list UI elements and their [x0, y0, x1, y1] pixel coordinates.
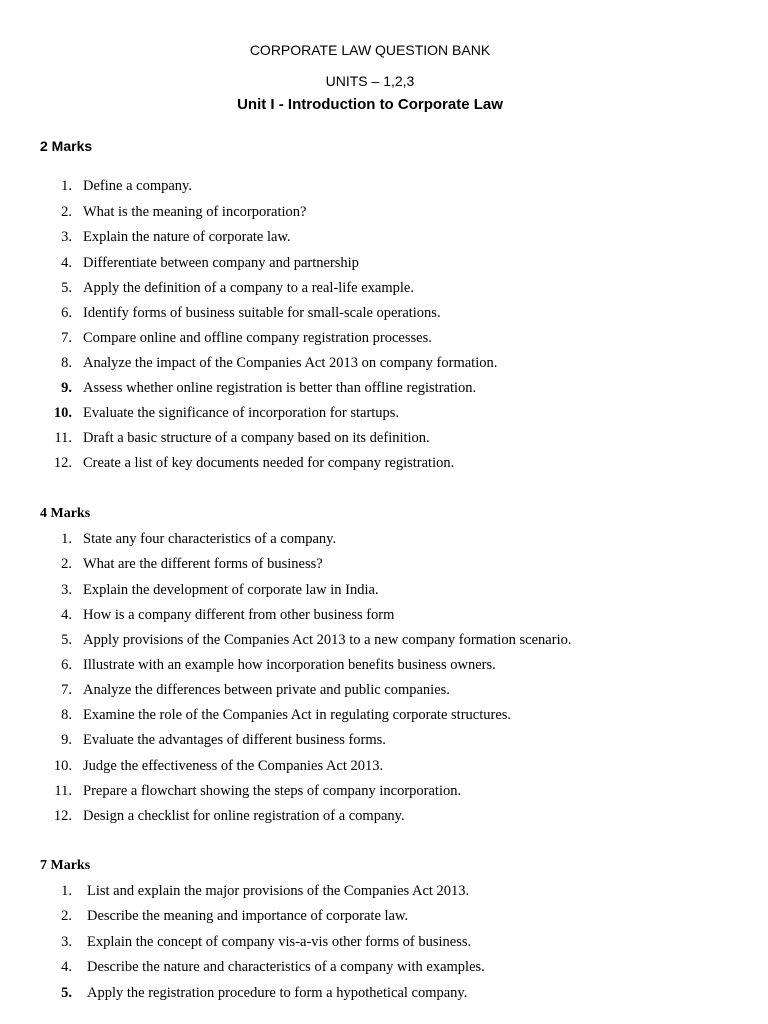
question-item: [0, 959, 740, 979]
question-text: Explain the concept of company vis-a-vis other forms of business.: [87, 934, 472, 950]
question-text: Analyze the impact of the Companies Act 2013 on company formation.: [83, 355, 498, 371]
question-text: Apply provisions of the Companies Act 2013 to a new company formation scenario.: [83, 632, 572, 648]
question-text: Explain the nature of corporate law.: [83, 229, 291, 245]
section-heading-4-marks: 4 Marks: [40, 506, 91, 521]
question-item: [0, 607, 740, 627]
question-text: Assess whether online registration is better than offline registration.: [83, 380, 477, 396]
question-number: 8.: [61, 707, 72, 723]
question-number: 7.: [61, 682, 72, 698]
question-text: What is the meaning of incorporation?: [83, 204, 307, 220]
question-text: Compare online and offline company registration processes.: [83, 330, 432, 346]
question-text: Analyze the differences between private and public companies.: [83, 682, 450, 698]
document-title: CORPORATE LAW QUESTION BANK: [249, 42, 491, 58]
question-item: [0, 883, 740, 903]
question-number: 5.: [61, 280, 72, 296]
question-item: [0, 556, 740, 576]
question-number: 1.: [61, 883, 72, 899]
question-text: What are the different forms of business?: [83, 556, 323, 572]
question-text: Draft a basic structure of a company based on its definition.: [83, 430, 430, 446]
question-number: 12.: [53, 808, 72, 824]
question-number: 3.: [61, 229, 72, 245]
question-number: 2.: [61, 908, 72, 924]
question-text: Explain the development of corporate law in India.: [83, 582, 379, 598]
question-item: [0, 204, 740, 224]
question-number: 5.: [61, 985, 72, 1001]
question-text: Describe the meaning and importance of corporate law.: [87, 908, 409, 924]
question-text: Define a company.: [83, 178, 192, 194]
question-number: 7.: [61, 330, 72, 346]
question-text: Prepare a flowchart showing the steps of company incorporation.: [83, 783, 462, 799]
question-text: Evaluate the advantages of different business forms.: [83, 732, 386, 748]
question-number: 4.: [61, 607, 72, 623]
question-item: [0, 732, 740, 752]
question-item: [0, 330, 740, 350]
question-text: Identify forms of business suitable for small-scale operations.: [83, 305, 441, 321]
units-line: UNITS – 1,2,3: [325, 73, 415, 89]
question-number: 8.: [61, 355, 72, 371]
question-item: [0, 355, 740, 375]
question-number: 12.: [53, 455, 72, 471]
question-number: 1.: [61, 531, 72, 547]
question-item: [0, 758, 740, 778]
question-item: [0, 682, 740, 702]
question-text: Judge the effectiveness of the Companies Act 2013.: [83, 758, 384, 774]
question-number: 11.: [54, 430, 72, 446]
question-number: 10.: [53, 405, 72, 421]
question-item: [0, 380, 740, 400]
question-text: Design a checklist for online registration of a company.: [83, 808, 405, 824]
section-heading-7-marks: 7 Marks: [40, 858, 91, 873]
question-number: 6.: [61, 657, 72, 673]
question-item: [0, 430, 740, 450]
question-item: [0, 908, 740, 928]
question-item: [0, 455, 740, 475]
question-number: 2.: [61, 204, 72, 220]
question-text: Apply the definition of a company to a real-life example.: [83, 280, 414, 296]
question-number: 4.: [61, 959, 72, 975]
question-item: [0, 305, 740, 325]
question-text: Evaluate the significance of incorporation for startups.: [83, 405, 400, 421]
question-item: [0, 531, 740, 551]
question-item: [0, 985, 740, 1005]
question-number: 6.: [61, 305, 72, 321]
question-item: [0, 255, 740, 275]
question-text: List and explain the major provisions of the Companies Act 2013.: [87, 883, 470, 899]
question-number: 4.: [61, 255, 72, 271]
question-text: Describe the nature and characteristics of a company with examples.: [87, 959, 485, 975]
question-number: 5.: [61, 632, 72, 648]
question-text: Apply the registration procedure to form a hypothetical company.: [87, 985, 468, 1001]
question-text: How is a company different from other business form: [83, 607, 395, 623]
question-item: [0, 808, 740, 828]
question-number: 9.: [61, 380, 72, 396]
question-number: 3.: [61, 934, 72, 950]
question-item: [0, 280, 740, 300]
question-item: [0, 405, 740, 425]
question-number: 1.: [61, 178, 72, 194]
question-item: [0, 178, 740, 198]
question-item: [0, 229, 740, 249]
question-text: Differentiate between company and partnership: [83, 255, 359, 271]
question-number: 9.: [61, 732, 72, 748]
question-text: State any four characteristics of a company.: [83, 531, 337, 547]
question-number: 10.: [53, 758, 72, 774]
question-item: [0, 582, 740, 602]
question-text: Illustrate with an example how incorporation benefits business owners.: [83, 657, 496, 673]
question-number: 3.: [61, 582, 72, 598]
question-number: 2.: [61, 556, 72, 572]
question-item: [0, 632, 740, 652]
question-item: [0, 783, 740, 803]
question-item: [0, 657, 740, 677]
question-text: Create a list of key documents needed for company registration.: [83, 455, 455, 471]
section-heading-2-marks: 2 Marks: [40, 138, 93, 154]
unit-heading: Unit I - Introduction to Corporate Law: [237, 96, 503, 113]
question-item: [0, 707, 740, 727]
question-number: 11.: [54, 783, 72, 799]
question-text: Examine the role of the Companies Act in regulating corporate structures.: [83, 707, 512, 723]
question-item: [0, 934, 740, 954]
